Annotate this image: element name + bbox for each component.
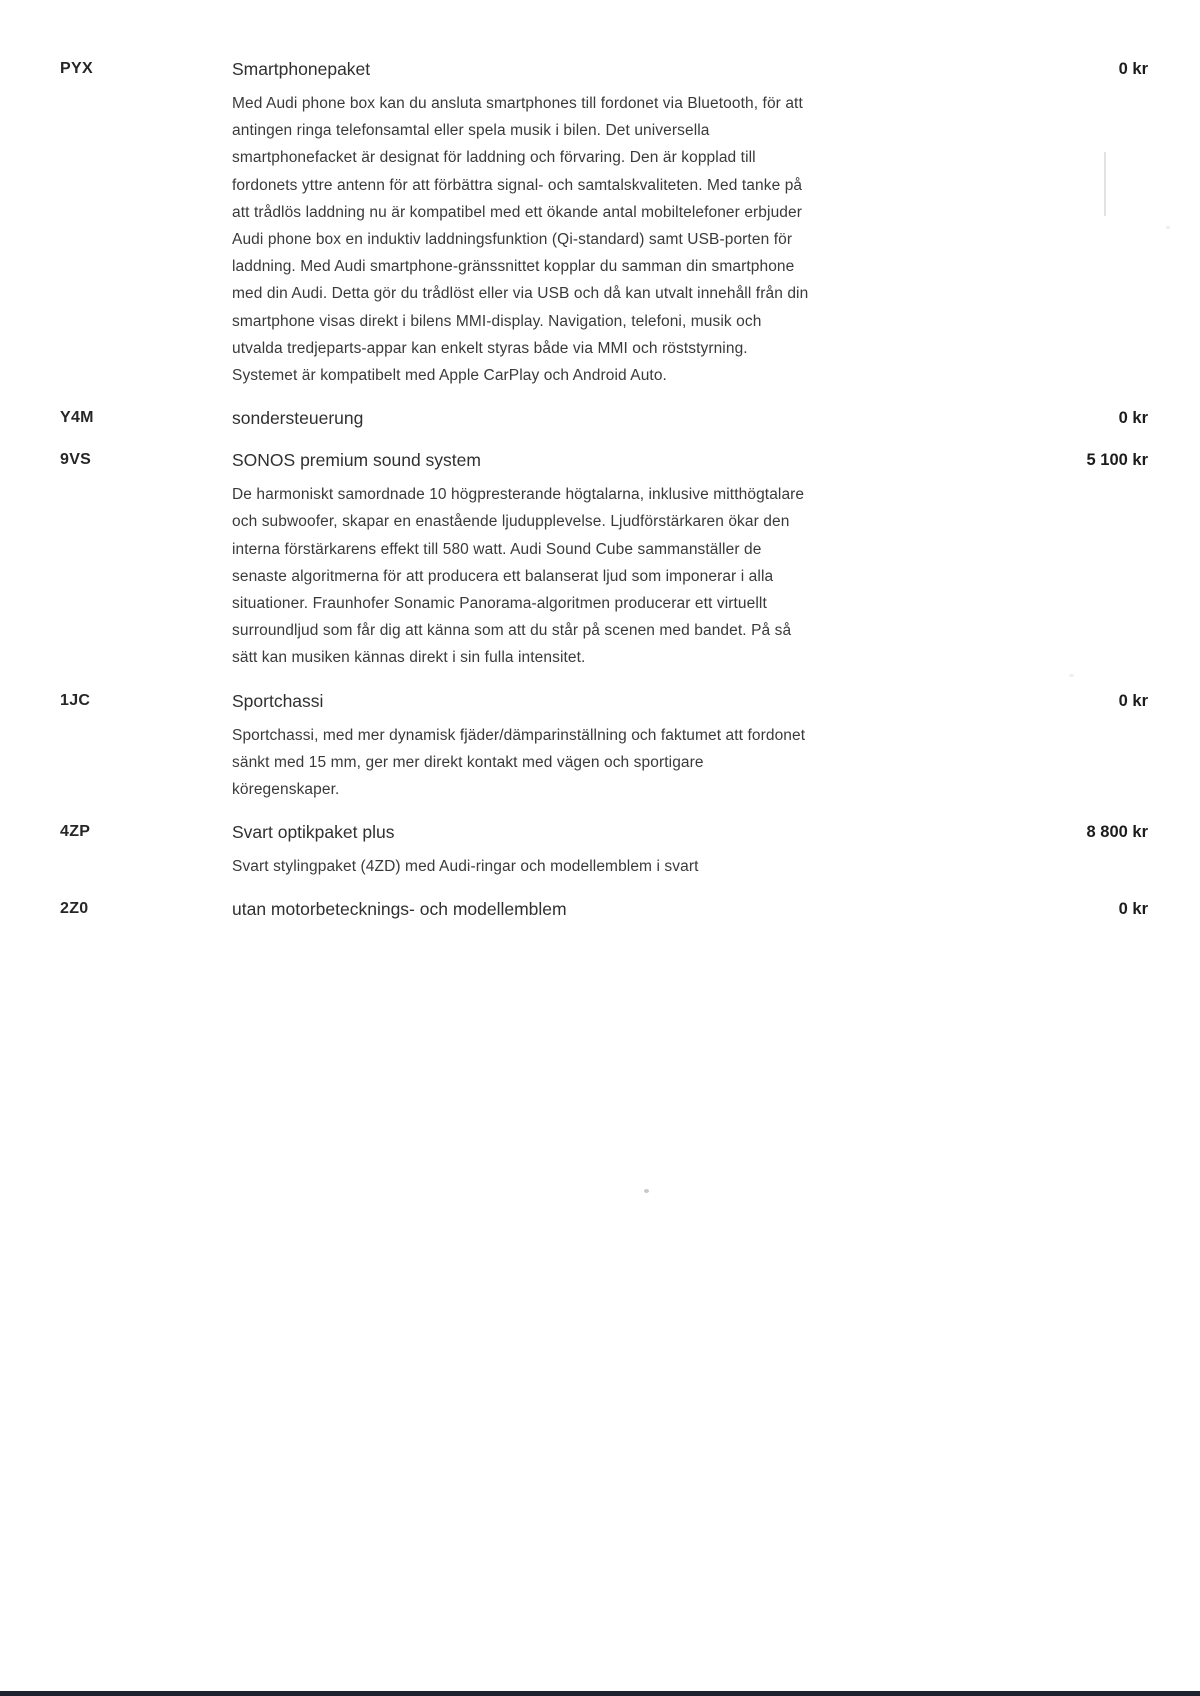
option-main (232, 819, 998, 880)
option-price: 0 kr (1118, 409, 1148, 428)
option-row-y4m (60, 405, 1148, 431)
option-price: 0 kr (1118, 900, 1148, 919)
option-code: 4ZP (60, 823, 91, 841)
option-description: Svart stylingpaket (4ZD) med Audi-ringar och modellemblem i svart (232, 858, 699, 876)
option-description: Med Audi phone box kan du ansluta smartphones till fordonet via Bluetooth, för att antingen ringa telefonsamtal eller spela musik i bilen. Det universella smartphonefacket är designat för laddning och förvaring. Den är kopplad till fordonets yttre antenn för att förbättra signal- och samtalskvaliteten. Med tanke på att trådlös laddning nu är kompatibel med ett ökande antal mobiltelefoner erbjuder Audi phone box en induktiv laddningsfunktion (Qi-standard) samt USB-porten för laddning. Med Audi smartphone-gränssnittet kopplar du samman din smartphone med din Audi. Detta gör du trådlöst eller via USB och då kan utvalt innehåll från din smartphone visas direkt i bilens MMI-display. Navigation, telefoni, musik och utvalda tredjeparts-appar kan enkelt styras både via MMI och röststyrning. Systemet är kompatibelt med Apple CarPlay och Android Auto. (232, 95, 809, 385)
option-title: SONOS premium sound system (232, 450, 481, 471)
option-code: PYX (60, 60, 93, 77)
option-main (232, 405, 998, 431)
option-row-pyx (60, 56, 1148, 389)
option-price: 0 kr (1118, 60, 1148, 78)
option-code: 1JC (60, 691, 91, 709)
option-price: 5 100 kr (1086, 451, 1148, 470)
option-description: Sportchassi, med mer dynamisk fjäder/dämparinställning och faktumet att fordonet sänkt med 15 mm, ger mer direkt kontakt med vägen och sportigare köregenskaper. (232, 726, 806, 799)
option-title: Svart optikpaket plus (232, 822, 395, 843)
option-code: 9VS (60, 451, 92, 469)
option-main (232, 447, 998, 671)
option-price: 8 800 kr (1086, 823, 1148, 842)
option-title: utan motorbetecknings- och modellemblem (232, 899, 567, 920)
option-description: De harmoniskt samordnade 10 högpresterande högtalarna, inklusive mitthögtalare och subwoofer, skapar en enastående ljudupplevelse. Ljudförstärkaren ökar den interna förstärkarens effekt till 580 watt. Audi Sound Cube sammanställer de senaste algoritmerna för att producera ett balanserat ljud som imponerar i alla situationer. Fraunhofer Sonamic Panorama-algoritmen producerar ett virtuellt surroundljud som får dig att känna som att du står på scenen med bandet. På så sätt kan musiken kännas direkt i sin fulla intensitet. (232, 486, 805, 667)
option-main (232, 56, 998, 389)
option-row-4zp (60, 819, 1148, 880)
option-row-1jc (60, 688, 1148, 804)
option-code: Y4M (60, 409, 94, 427)
option-price: 0 kr (1118, 691, 1148, 710)
option-row-9vs (60, 447, 1148, 671)
option-code: 2Z0 (60, 900, 89, 918)
option-title: Smartphonepaket (232, 59, 371, 79)
option-title: sondersteuerung (232, 408, 364, 429)
option-row-2z0 (60, 896, 1148, 922)
option-main (232, 896, 998, 922)
option-title: Sportchassi (232, 690, 324, 711)
option-main (232, 688, 998, 804)
